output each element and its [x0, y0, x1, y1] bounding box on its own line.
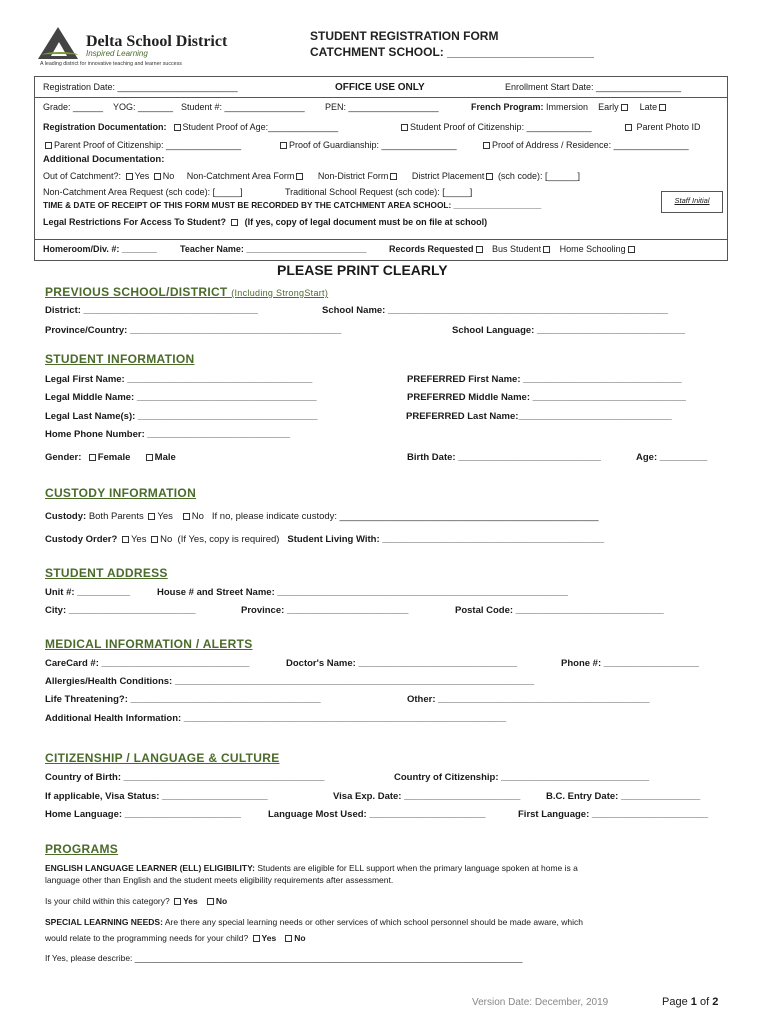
- non-catchment-request-field[interactable]: Non-Catchment Area Request (sch code): [_____]: [43, 187, 243, 197]
- proof-address-item: [481, 140, 689, 150]
- special-no-checkbox[interactable]: [285, 935, 292, 942]
- parent-citizenship-item: [43, 140, 241, 150]
- male-label: Male: [154, 452, 176, 463]
- programs-heading: PROGRAMS: [45, 842, 119, 856]
- living-with-field[interactable]: Student Living With: __________________________________________: [287, 534, 605, 545]
- country-citizenship-field[interactable]: Country of Citizenship: ____________________________: [394, 772, 650, 783]
- office-flags-row: [389, 244, 637, 254]
- student-number-field[interactable]: Student #: ________________: [181, 102, 305, 112]
- custody-order-yes-checkbox[interactable]: [122, 536, 129, 543]
- yes-label: Yes: [134, 171, 150, 181]
- time-date-receipt-field[interactable]: TIME & DATE OF RECEIPT OF THIS FORM MUST BE RECORDED BY THE CATCHMENT AREA SCHOOL: ___________________: [43, 200, 542, 210]
- no-label: No: [215, 896, 228, 906]
- form-title: STUDENT REGISTRATION FORM: [310, 29, 499, 43]
- ell-question: Is your child within this category?: [45, 896, 170, 906]
- special-needs-line2: [45, 933, 306, 943]
- no-label: No: [162, 171, 175, 181]
- records-requested-checkbox[interactable]: [476, 246, 483, 253]
- both-parents-yes-checkbox[interactable]: [148, 513, 155, 520]
- visa-status-field[interactable]: If applicable, Visa Status: ____________________: [45, 791, 268, 802]
- no-label: No: [160, 534, 173, 545]
- enrollment-start-field[interactable]: Enrollment Start Date: _________________: [505, 82, 682, 92]
- immersion-label: Immersion: [546, 102, 589, 112]
- female-checkbox[interactable]: [89, 454, 96, 461]
- both-parents-no-checkbox[interactable]: [183, 513, 190, 520]
- divider: [35, 239, 727, 240]
- non-catchment-form-label: Non-Catchment Area Form: [186, 171, 295, 181]
- page-total: 2: [712, 996, 719, 1008]
- country-birth-field[interactable]: Country of Birth: ______________________________________: [45, 772, 325, 783]
- custody-order-label: Custody Order?: [45, 534, 118, 545]
- yes-label: Yes: [261, 933, 277, 943]
- proof-citizenship-field[interactable]: Student Proof of Citizenship: _____________: [410, 122, 592, 132]
- legal-restrictions-checkbox[interactable]: [231, 219, 238, 226]
- district-placement-label: District Placement: [411, 171, 485, 181]
- proof-age-field[interactable]: Student Proof of Age:______________: [182, 122, 339, 132]
- special-needs-label: SPECIAL LEARNING NEEDS:: [45, 917, 163, 927]
- custody-order-row: [45, 534, 604, 545]
- registration-date-field[interactable]: Registration Date: ________________________: [43, 82, 238, 92]
- ell-yes-checkbox[interactable]: [174, 898, 181, 905]
- address-heading: STUDENT ADDRESS: [45, 566, 168, 580]
- ell-paragraph-line1: [45, 863, 578, 873]
- office-use-box: [34, 76, 728, 261]
- custody-copy-note: (If Yes, copy is required): [177, 534, 280, 545]
- yes-label: Yes: [130, 534, 147, 545]
- yog-field[interactable]: YOG: _______: [113, 102, 174, 112]
- guardianship-item: [278, 140, 457, 150]
- page-of: of: [699, 996, 710, 1008]
- logo-sub: Inspired Learning: [86, 49, 148, 58]
- previous-school-title: PREVIOUS SCHOOL/DISTRICT: [45, 285, 228, 299]
- version-date: Version Date: December, 2019: [472, 997, 609, 1008]
- office-use-title: OFFICE USE ONLY: [335, 82, 425, 93]
- ell-text-2: language other than English and the student meets eligibility requirements after assessment.: [45, 875, 394, 885]
- catchment-row: [43, 171, 580, 181]
- ell-question-row: [45, 896, 227, 906]
- special-needs-line1: [45, 917, 583, 927]
- non-district-form-label: Non-District Form: [317, 171, 389, 181]
- early-checkbox[interactable]: [621, 104, 628, 111]
- please-print-heading: PLEASE PRINT CLEARLY: [277, 262, 448, 278]
- page-indicator: [662, 996, 718, 1008]
- legal-last-name-field[interactable]: Legal Last Name(s): __________________________________: [45, 411, 318, 422]
- no-label: No: [191, 511, 204, 522]
- homeroom-field[interactable]: Homeroom/Div. #: _______: [43, 244, 157, 254]
- proof-citizenship-item: [399, 122, 592, 132]
- home-language-field[interactable]: Home Language: ______________________: [45, 809, 241, 820]
- ell-label: ENGLISH LANGUAGE LEARNER (ELL) ELIGIBILITY:: [45, 863, 255, 873]
- district-placement-checkbox[interactable]: [486, 173, 493, 180]
- gender-row: [45, 452, 176, 463]
- legal-middle-name-field[interactable]: Legal Middle Name: __________________________________: [45, 392, 317, 403]
- additional-health-field[interactable]: Additional Health Information: _____________________________________________________________: [45, 713, 507, 724]
- french-program-label: French Program:: [471, 102, 544, 112]
- non-catchment-form-checkbox[interactable]: [296, 173, 303, 180]
- proof-citizenship-checkbox[interactable]: [401, 124, 408, 131]
- logo-name: Delta School District: [86, 33, 228, 50]
- describe-field[interactable]: If Yes, please describe: __________________________________________________________________________________: [45, 953, 523, 963]
- visa-exp-field[interactable]: Visa Exp. Date: ______________________: [333, 791, 521, 802]
- logo-swoosh-icon: [42, 52, 78, 58]
- preferred-middle-name-field[interactable]: PREFERRED Middle Name: _____________________________: [407, 392, 686, 403]
- citizenship-heading: CITIZENSHIP / LANGUAGE & CULTURE: [45, 751, 280, 765]
- special-needs-text-2: would relate to the programming needs for your child?: [45, 933, 249, 943]
- medical-heading: MEDICAL INFORMATION / ALERTS: [45, 637, 253, 651]
- catchment-yes-checkbox[interactable]: [126, 173, 133, 180]
- school-name-field[interactable]: School Name: _____________________________________________________: [322, 305, 669, 316]
- custody-label: Custody:: [45, 511, 87, 522]
- page-prefix: Page: [662, 996, 688, 1008]
- out-of-catchment-label: Out of Catchment?:: [43, 171, 122, 181]
- preferred-first-name-field[interactable]: PREFERRED First Name: ______________________________: [407, 374, 682, 385]
- proof-address-checkbox[interactable]: [483, 142, 490, 149]
- preferred-last-name-field[interactable]: PREFERRED Last Name:_____________________________: [406, 411, 672, 422]
- home-schooling-label: Home Schooling: [559, 244, 626, 254]
- non-district-form-checkbox[interactable]: [390, 173, 397, 180]
- previous-school-note: (Including StrongStart): [231, 288, 329, 298]
- sch-code-field[interactable]: (sch code): [______]: [497, 171, 580, 181]
- yes-label: Yes: [183, 896, 198, 906]
- both-parents-label: Both Parents: [88, 511, 144, 522]
- reg-docs-label: Registration Documentation:: [43, 122, 167, 132]
- district-field[interactable]: District: _________________________________: [45, 305, 258, 316]
- age-field[interactable]: Age: _________: [636, 452, 708, 463]
- proof-address-field[interactable]: Proof of Address / Residence: _______________: [492, 140, 689, 150]
- ell-no-checkbox[interactable]: [207, 898, 214, 905]
- divider: [35, 97, 727, 98]
- postal-code-field[interactable]: Postal Code: ____________________________: [455, 605, 664, 616]
- ell-text-1: Students are eligible for ELL support when the primary language spoken at home is a: [257, 863, 578, 873]
- catchment-school-field[interactable]: CATCHMENT SCHOOL: ______________________: [310, 45, 594, 59]
- language-most-used-field[interactable]: Language Most Used: ______________________: [268, 809, 486, 820]
- french-program-row: [471, 102, 668, 112]
- legal-note: (If yes, copy of legal document must be on file at school): [244, 217, 488, 227]
- additional-docs-label: Additional Documentation:: [43, 154, 165, 165]
- carecard-field[interactable]: CareCard #: ____________________________: [45, 658, 250, 669]
- parent-citizenship-field[interactable]: Parent Proof of Citizenship: _______________: [54, 140, 242, 150]
- doctor-name-field[interactable]: Doctor's Name: ______________________________: [286, 658, 517, 669]
- grade-field[interactable]: Grade: ______: [43, 102, 104, 112]
- parent-photo-item: [623, 122, 701, 132]
- legal-restrictions-label: Legal Restrictions For Access To Student?: [43, 217, 227, 227]
- phone-field[interactable]: Phone #: __________________: [561, 658, 699, 669]
- custody-indicate-field[interactable]: If no, please indicate custody: _________________________________________________: [211, 511, 599, 522]
- male-checkbox[interactable]: [146, 454, 153, 461]
- province-country-field[interactable]: Province/Country: ________________________________________: [45, 325, 342, 336]
- pen-field[interactable]: PEN: __________________: [325, 102, 439, 112]
- parent-photo-label: Parent Photo ID: [636, 122, 701, 132]
- guardianship-field[interactable]: Proof of Guardianship: _______________: [289, 140, 457, 150]
- logo-tagline: A leading district for innovative teaching and learner success: [40, 61, 182, 67]
- proof-age-checkbox[interactable]: [174, 124, 181, 131]
- custody-row: [45, 511, 599, 522]
- records-requested-label: Records Requested: [389, 244, 474, 254]
- student-info-heading: STUDENT INFORMATION: [45, 352, 195, 366]
- city-field[interactable]: City: ________________________: [45, 605, 196, 616]
- previous-school-heading: [45, 285, 328, 299]
- teacher-name-field[interactable]: Teacher Name: ________________________: [180, 244, 367, 254]
- province-field[interactable]: Province: _______________________: [241, 605, 409, 616]
- allergies-field[interactable]: Allergies/Health Conditions: ____________________________________________________________________: [45, 676, 535, 687]
- staff-initial-box[interactable]: [661, 191, 723, 213]
- bus-student-label: Bus Student: [492, 244, 542, 254]
- early-label: Early: [598, 102, 619, 112]
- no-label: No: [294, 933, 306, 943]
- gender-label: Gender:: [45, 452, 82, 463]
- parent-citizenship-checkbox[interactable]: [45, 142, 52, 149]
- unit-field[interactable]: Unit #: __________: [45, 587, 131, 598]
- traditional-request-field[interactable]: Traditional School Request (sch code): [_____]: [285, 187, 473, 197]
- late-label: Late: [639, 102, 658, 112]
- home-phone-field[interactable]: Home Phone Number: ___________________________: [45, 429, 291, 440]
- life-threatening-field[interactable]: Life Threatening?: ____________________________________: [45, 694, 321, 705]
- yes-label: Yes: [157, 511, 173, 522]
- legal-restrictions-row: [43, 217, 487, 227]
- school-language-field[interactable]: School Language: ____________________________: [452, 325, 685, 336]
- female-label: Female: [97, 452, 131, 463]
- birth-date-field[interactable]: Birth Date: ___________________________: [407, 452, 601, 463]
- special-yes-checkbox[interactable]: [253, 935, 260, 942]
- page-number: 1: [690, 996, 697, 1008]
- first-language-field[interactable]: First Language: ______________________: [518, 809, 709, 820]
- bus-student-checkbox[interactable]: [543, 246, 550, 253]
- other-field[interactable]: Other: ________________________________________: [407, 694, 650, 705]
- custody-order-no-checkbox[interactable]: [151, 536, 158, 543]
- staff-initial-label: Staff Initial: [674, 196, 710, 205]
- parent-photo-checkbox[interactable]: [625, 124, 632, 131]
- home-schooling-checkbox[interactable]: [628, 246, 635, 253]
- reg-docs-row: [43, 122, 338, 132]
- catchment-no-checkbox[interactable]: [154, 173, 161, 180]
- bc-entry-field[interactable]: B.C. Entry Date: _______________: [546, 791, 701, 802]
- custody-heading: CUSTODY INFORMATION: [45, 486, 197, 500]
- guardianship-checkbox[interactable]: [280, 142, 287, 149]
- legal-first-name-field[interactable]: Legal First Name: ___________________________________: [45, 374, 313, 385]
- special-needs-text-1: Are there any special learning needs or other services of which school personnel should be made aware, which: [164, 917, 583, 927]
- house-street-field[interactable]: House # and Street Name: _______________________________________________________: [157, 587, 568, 598]
- late-checkbox[interactable]: [659, 104, 666, 111]
